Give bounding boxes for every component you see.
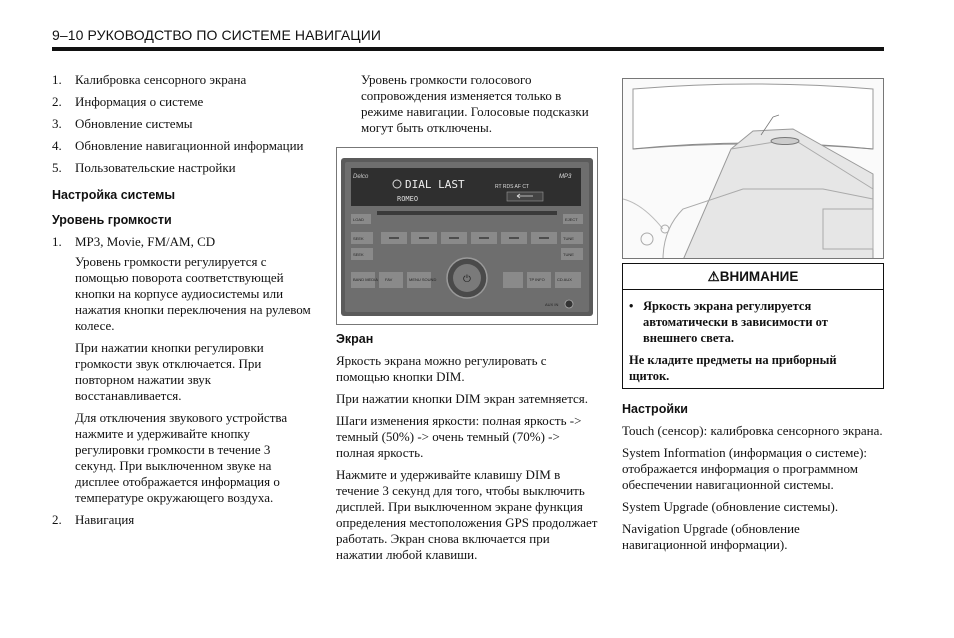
list-text: MP3, Movie, FM/AM, CD (75, 234, 216, 249)
warning-bullet (629, 298, 877, 346)
paragraph: Яркость экрана можно регулировать с помощью кнопки DIM. (336, 353, 547, 384)
paragraph: Touch (сенсор): калибровка сенсорного экрана. (622, 423, 883, 438)
power-icon: ⏻ (463, 274, 471, 285)
list-number: 3. (52, 116, 62, 131)
paragraph: При нажатии кнопки регулировки громкости звук отключается. При повторном нажатии звук восстанавливается. (75, 340, 264, 403)
list-number: 4. (52, 138, 62, 153)
paragraph: Нажмите и удерживайте клавишу DIM в течение 3 секунд для того, чтобы выключить дисплей. При выключенном экране функция определения местоположения GPS продолжает работать. Экран снова включается при нажатии любой клавиши. (336, 467, 598, 562)
page-header (52, 27, 884, 53)
radio-panel-svg (337, 148, 598, 325)
load-button-label: LOAD (353, 217, 364, 222)
list-item (52, 138, 314, 154)
list-item (52, 234, 314, 250)
tp-info-label: TP INFO (529, 277, 545, 282)
radio-brand: Delco (353, 174, 369, 180)
warning-text: Не кладите предметы на приборный щиток. (629, 353, 837, 383)
list-number: 2. (52, 512, 62, 527)
column-middle-lower (336, 332, 598, 569)
list-item (52, 94, 314, 110)
heading-volume: Уровень громкости (52, 213, 172, 227)
paragraph: System Upgrade (обновление системы). (622, 499, 839, 514)
list-item (52, 116, 314, 132)
warning-bullet-text: Яркость экрана регулируется автоматически в зависимости от внешнего света. (643, 299, 828, 345)
column-middle (336, 72, 598, 142)
warning-body (623, 290, 883, 384)
list-text: Калибровка сенсорного экрана (75, 72, 247, 87)
band-media-label: BAND MEDIA (353, 277, 378, 282)
page-title: 9–10 РУКОВОДСТВО ПО СИСТЕМЕ НАВИГАЦИИ (52, 27, 382, 43)
list-item (52, 72, 314, 88)
warning-icon: ⚠ (707, 269, 720, 284)
header-rule (52, 47, 884, 51)
aux-in-label: AUX IN (545, 302, 559, 307)
list-number: 5. (52, 160, 62, 175)
list-text: Обновление системы (75, 116, 193, 131)
aux-jack[interactable] (565, 300, 573, 308)
settings-menu-list (52, 72, 314, 176)
volume-list-2 (52, 512, 314, 528)
dashboard-illustration (622, 78, 884, 259)
list-text: Обновление навигационной информации (75, 138, 304, 153)
warning-header (623, 264, 883, 290)
list-number: 1. (52, 72, 62, 87)
tune-left-label: SEEK (353, 252, 364, 257)
radio-illustration (336, 147, 598, 325)
volume-list (52, 234, 314, 250)
light-sensor (771, 138, 799, 145)
warning-title: ВНИМАНИЕ (719, 269, 799, 284)
paragraph: Navigation Upgrade (обновление навигационной информации). (622, 521, 800, 552)
radio-display-sub: ROMEO (397, 195, 419, 203)
bullet-dot: • (629, 299, 634, 313)
seek-right-label: TUNE (563, 236, 574, 241)
eject-button-label: EJECT (565, 217, 578, 222)
column-left (52, 72, 314, 534)
paragraph: System Information (информация о системе): отображается информация о программном обеспечении навигационной системы. (622, 445, 868, 492)
radio-display-mp3: MP3 (559, 174, 572, 180)
heading-screen: Экран (336, 332, 374, 346)
radio-display-right: RT RDS AF CT (495, 184, 529, 190)
list-number: 1. (52, 234, 62, 249)
list-item (52, 512, 314, 528)
dashboard-svg (623, 79, 884, 259)
paragraph: Уровень громкости регулируется с помощью поворота соответствующей кнопки на корпусе аудиосистемы или нажатия кнопки переключения на рулевом колесе. (75, 254, 311, 333)
cd-aux-label: CD AUX (557, 277, 572, 282)
paragraph: При нажатии кнопки DIM экран затемняется. (336, 391, 589, 406)
scan-button[interactable] (503, 272, 523, 288)
paragraph: Шаги изменения яркости: полная яркость -> темный (50%) -> очень темный (70%) -> полная яркость. (336, 413, 582, 460)
paragraph: Уровень громкости голосового сопровождения изменяется только в режиме навигации. Голосовые подсказки могут быть отключены. (361, 72, 589, 135)
radio-display-main: DIAL LAST (405, 178, 465, 191)
warning-box (622, 263, 884, 389)
menu-sound-label: MENU SOUND (409, 277, 437, 282)
list-number: 2. (52, 94, 62, 109)
seek-left-label: SEEK (353, 236, 364, 241)
return-key-icon (507, 192, 543, 201)
paragraph: Для отключения звукового устройства нажмите и удерживайте кнопку регулировки громкости в течение 3 секунд. При выключенном звуке на дисплее отображается информация о температуре окружающего воздуха. (75, 410, 288, 505)
tune-right-label: TUNE (563, 252, 574, 257)
list-item (52, 160, 314, 176)
column-right-lower (622, 402, 884, 559)
list-text: Информация о системе (75, 94, 204, 109)
heading-settings: Настройки (622, 402, 688, 416)
list-text: Пользовательские настройки (75, 160, 236, 175)
list-text: Навигация (75, 512, 135, 527)
fav-label: FAV (385, 277, 393, 282)
heading-system-setup: Настройка системы (52, 188, 176, 202)
